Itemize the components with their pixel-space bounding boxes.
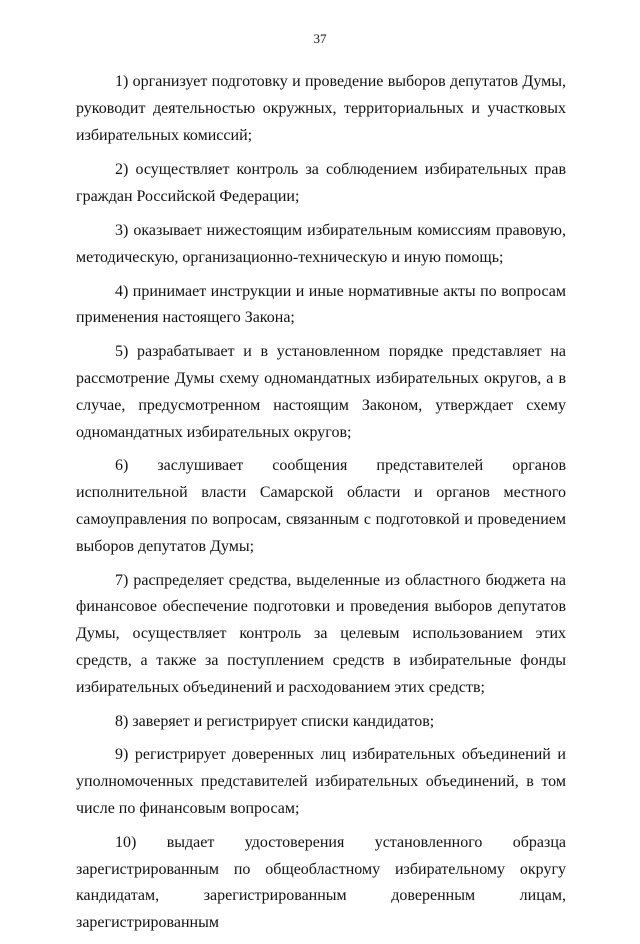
paragraph-4: 4) принимает инструкции и иные нормативные акты по вопросам применения настоящего Закона; [76,282,566,327]
paragraph-6: 6) заслушивает сообщения представителей органов исполнительной власти Самарской области и органов местного самоуправления по вопросам, связанным с подготовкой и проведением выборов депутатов Думы; [76,457,566,555]
paragraph-5: 5) разрабатывает и в установленном порядке представляет на рассмотрение Думы схему одномандатных избирательных округов, а в случае, предусмотренном настоящим Законом, утверждает схему одномандатных избирательных округов; [76,343,566,441]
paragraph-9: 9) регистрирует доверенных лиц избирательных объединений и уполномоченных представителей избирательных объединений, в том числе по финансовым вопросам; [76,746,566,817]
paragraph-10: 10) выдает удостоверения установленного образца зарегистрированным по общеобластному избирательному округу кандидатам, зарегистрированным доверенным лицам, зарегистрированным [76,833,566,932]
document-body [76,69,566,944]
paragraph-8: 8) заверяет и регистрирует списки кандидатов; [115,712,435,730]
paragraph-1: 1) организует подготовку и проведение выборов депутатов Думы, руководит деятельностью окружных, территориальных и участковых избирательных комиссий; [76,73,566,144]
paragraph-7: 7) распределяет средства, выделенные из областного бюджета на финансовое обеспечение подготовки и проведения выборов депутатов Думы, осуществляет контроль за целевым использованием этих средств, а также за поступлением средств в избирательные фонды избирательных объединений и расходованием этих средств; [76,571,566,696]
page-number: 37 [313,31,327,46]
paragraph-3: 3) оказывает нижестоящим избирательным комиссиям правовую, методическую, организационно-техническую и иную помощь; [76,221,566,266]
paragraph-2: 2) осуществляет контроль за соблюдением избирательных прав граждан Российской Федерации; [76,161,566,206]
